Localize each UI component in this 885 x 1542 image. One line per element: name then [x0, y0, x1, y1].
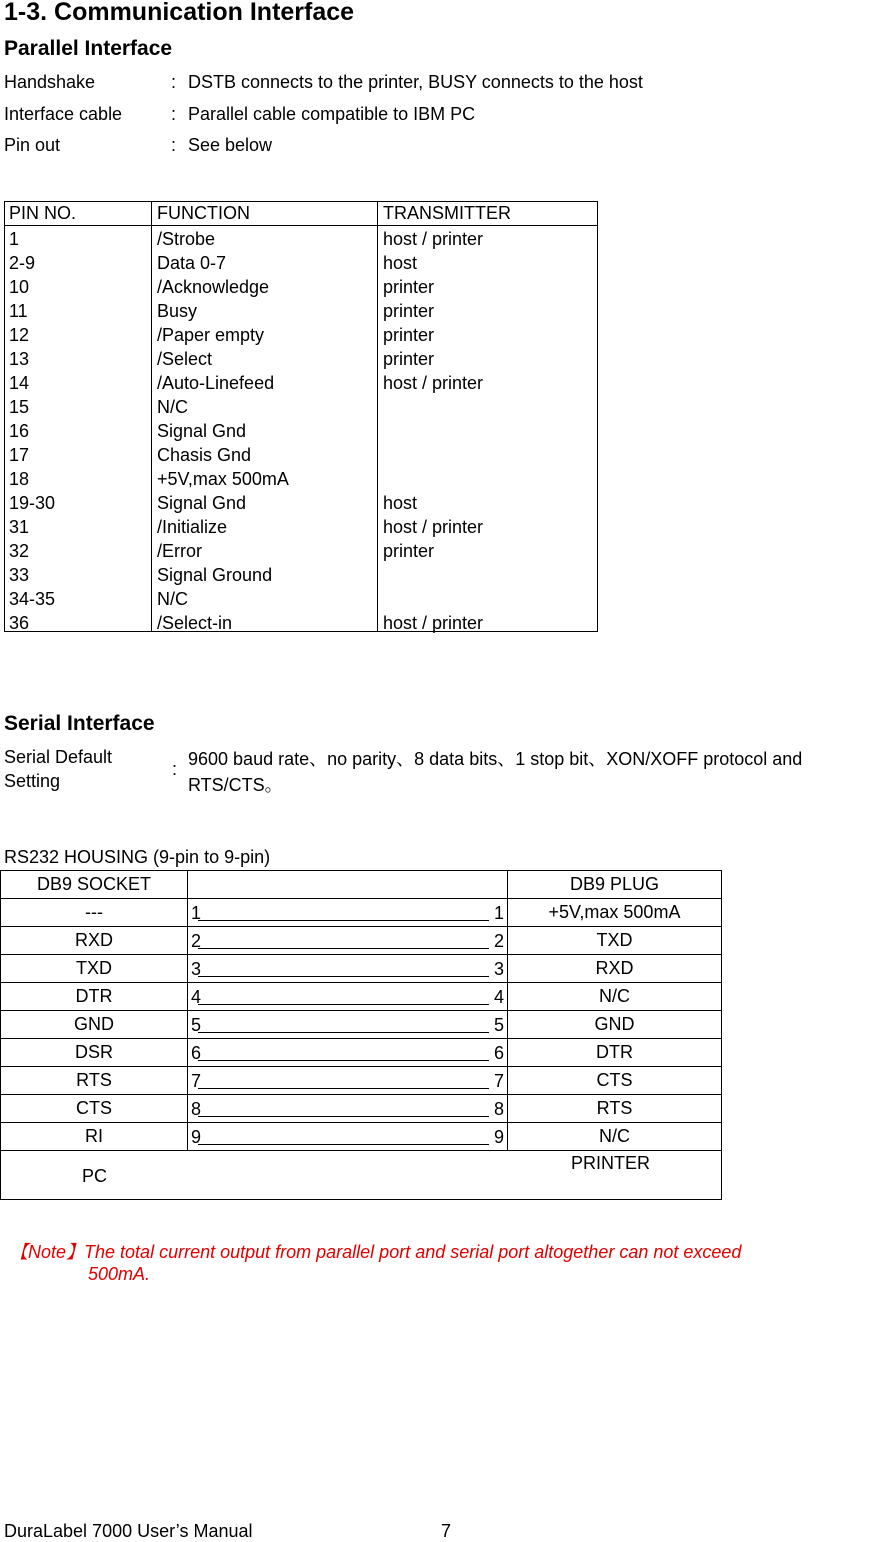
socket-signal: --- [1, 899, 188, 927]
pin-number: 14 [9, 373, 30, 393]
pin-function: Chasis Gnd [157, 445, 252, 465]
plug-signal: TXD [508, 927, 722, 955]
pin-function: /Acknowledge [157, 277, 270, 297]
plug-pin: 4 [493, 987, 504, 1007]
parallel-pin-table [4, 201, 598, 632]
pin-transmitter [383, 587, 483, 611]
socket-pin: 3 [191, 959, 202, 979]
plug-signal: RTS [508, 1095, 722, 1123]
pin-transmitter: printer [383, 301, 435, 321]
pin-function: Signal Gnd [157, 421, 247, 441]
plug-signal: N/C [508, 983, 722, 1011]
socket-signal: DTR [1, 983, 188, 1011]
spec-label: Pin out [4, 135, 61, 155]
pin-function: /Error [157, 541, 202, 561]
wire-line [198, 1088, 489, 1089]
footer-manual-title: DuraLabel 7000 User’s Manual [4, 1521, 253, 1541]
socket-pin: 1 [191, 903, 202, 923]
plug-signal: CTS [508, 1067, 722, 1095]
serial-default-value-2: RTS/CTS。 [188, 775, 283, 795]
pin-transmitter [383, 395, 483, 419]
rs232-housing-title: RS232 HOUSING (9-pin to 9-pin) [4, 847, 271, 867]
wire-line [198, 1004, 489, 1005]
note-prefix: 【Note】 [10, 1242, 85, 1262]
pin-number: 12 [9, 325, 30, 345]
pin-transmitter: host / printer [383, 613, 484, 633]
pin-function: Busy [157, 301, 198, 321]
socket-pin: 9 [191, 1127, 202, 1147]
wire-connection [188, 983, 508, 1011]
note-line-2: 500mA. [88, 1264, 151, 1284]
serial-heading: Serial Interface [4, 712, 155, 735]
pin-function: Signal Ground [157, 565, 273, 585]
pin-function: /Select-in [157, 613, 233, 633]
plug-signal: DTR [508, 1039, 722, 1067]
pin-function: N/C [157, 589, 188, 609]
spec-value: Parallel cable compatible to IBM PC [188, 104, 476, 124]
footer-pc: PC [82, 1166, 108, 1186]
spec-colon: : [171, 104, 177, 124]
pin-function: /Paper empty [157, 325, 265, 345]
pin-number: 15 [9, 397, 30, 417]
header-db9-plug: DB9 PLUG [508, 871, 722, 899]
header-wiring [188, 871, 508, 899]
pin-transmitter: host [383, 253, 418, 273]
pin-number: 16 [9, 421, 30, 441]
pin-function: Signal Gnd [157, 493, 247, 513]
pin-transmitter [383, 563, 483, 587]
wire-connection [188, 955, 508, 983]
pin-function: +5V,max 500mA [157, 469, 289, 489]
wire-connection [188, 1123, 508, 1151]
socket-signal: RTS [1, 1067, 188, 1095]
pin-transmitter: printer [383, 541, 435, 561]
spec-value: See below [188, 135, 273, 155]
plug-signal: N/C [508, 1123, 722, 1151]
spec-value: DSTB connects to the printer, BUSY connects to the host [188, 72, 643, 92]
table-row [1, 955, 722, 983]
note-text: The total current output from parallel port and serial port altogether can not exceed [84, 1242, 742, 1262]
socket-pin: 5 [191, 1015, 202, 1035]
table-row [1, 1095, 722, 1123]
table-row [1, 899, 722, 927]
plug-pin: 7 [493, 1071, 504, 1091]
wire-line [198, 1116, 489, 1117]
pin-transmitter [383, 443, 483, 467]
socket-signal: RXD [1, 927, 188, 955]
table-row [1, 927, 722, 955]
pin-transmitter: host / printer [383, 229, 484, 249]
wire-line [198, 1060, 489, 1061]
socket-signal: TXD [1, 955, 188, 983]
wire-connection [188, 1011, 508, 1039]
table-row [1, 983, 722, 1011]
wire-line [198, 976, 489, 977]
plug-pin: 8 [493, 1099, 504, 1119]
pin-column [9, 227, 55, 635]
wire-line [198, 1032, 489, 1033]
socket-pin: 7 [191, 1071, 202, 1091]
socket-pin: 6 [191, 1043, 202, 1063]
pin-function: /Auto-Linefeed [157, 373, 275, 393]
pin-transmitter: host / printer [383, 373, 484, 393]
section-title: 1-3. Communication Interface [4, 0, 355, 26]
pin-transmitter: host / printer [383, 517, 484, 537]
wire-line [198, 1144, 489, 1145]
note-line-1 [10, 1238, 741, 1264]
table-row [1, 1123, 722, 1151]
pin-number: 33 [9, 565, 30, 585]
socket-signal: CTS [1, 1095, 188, 1123]
pin-number: 1 [9, 229, 20, 249]
spec-label: Interface cable [4, 104, 123, 124]
function-column [157, 227, 289, 635]
pin-transmitter: host [383, 493, 418, 513]
socket-signal: GND [1, 1011, 188, 1039]
plug-pin: 3 [493, 959, 504, 979]
footer-printer: PRINTER [571, 1153, 651, 1173]
plug-pin: 1 [493, 903, 504, 923]
header-transmitter: TRANSMITTER [383, 203, 511, 223]
wire-line [198, 948, 489, 949]
spec-colon: : [171, 72, 177, 92]
pin-number: 34-35 [9, 589, 56, 609]
serial-default-label-2: Setting [4, 771, 61, 791]
pin-number: 36 [9, 613, 30, 633]
socket-pin: 2 [191, 931, 202, 951]
pin-transmitter: printer [383, 277, 435, 297]
serial-default-value: 9600 baud rate、no parity、8 data bits、1 stop bit、XON/XOFF protocol and [188, 749, 803, 769]
wire-connection [188, 1067, 508, 1095]
header-pin-no: PIN NO. [9, 203, 77, 223]
pin-transmitter [383, 467, 483, 491]
wire-line [198, 920, 489, 921]
spec-label: Handshake [4, 72, 96, 92]
transmitter-column [383, 227, 483, 635]
pin-function: N/C [157, 397, 188, 417]
pin-number: 18 [9, 469, 30, 489]
parallel-heading: Parallel Interface [4, 37, 173, 60]
table-row [1, 1039, 722, 1067]
socket-pin: 8 [191, 1099, 202, 1119]
plug-pin: 9 [493, 1127, 504, 1147]
pin-number: 32 [9, 541, 30, 561]
header-function: FUNCTION [157, 203, 250, 223]
table-footer-row [1, 1151, 722, 1200]
pin-function: /Strobe [157, 229, 216, 249]
pin-number: 2-9 [9, 253, 36, 273]
spec-colon: : [171, 135, 177, 155]
pin-number: 13 [9, 349, 30, 369]
pin-number: 31 [9, 517, 30, 537]
plug-signal: +5V,max 500mA [508, 899, 722, 927]
socket-signal: DSR [1, 1039, 188, 1067]
pin-function: /Select [157, 349, 213, 369]
wire-connection [188, 899, 508, 927]
pin-number: 11 [9, 301, 28, 321]
rs232-table [0, 870, 722, 1200]
pin-number: 17 [9, 445, 30, 465]
pin-transmitter: printer [383, 349, 435, 369]
socket-signal: RI [1, 1123, 188, 1151]
socket-pin: 4 [191, 987, 202, 1007]
wire-connection [188, 1039, 508, 1067]
pin-number: 19-30 [9, 493, 56, 513]
plug-pin: 2 [493, 931, 504, 951]
table-row [1, 1067, 722, 1095]
pin-number: 10 [9, 277, 30, 297]
table-header-row [1, 871, 722, 899]
serial-default-label: Serial Default [4, 747, 113, 767]
wire-connection [188, 927, 508, 955]
plug-pin: 5 [493, 1015, 504, 1035]
plug-signal: RXD [508, 955, 722, 983]
pin-function: Data 0-7 [157, 253, 227, 273]
wire-connection [188, 1095, 508, 1123]
pin-transmitter: printer [383, 325, 435, 345]
pin-function: /Initialize [157, 517, 228, 537]
table-row [1, 1011, 722, 1039]
serial-colon: : [172, 759, 178, 779]
header-db9-socket: DB9 SOCKET [1, 871, 188, 899]
plug-signal: GND [508, 1011, 722, 1039]
plug-pin: 6 [493, 1043, 504, 1063]
page-number: 7 [441, 1521, 452, 1541]
pin-transmitter [383, 419, 483, 443]
